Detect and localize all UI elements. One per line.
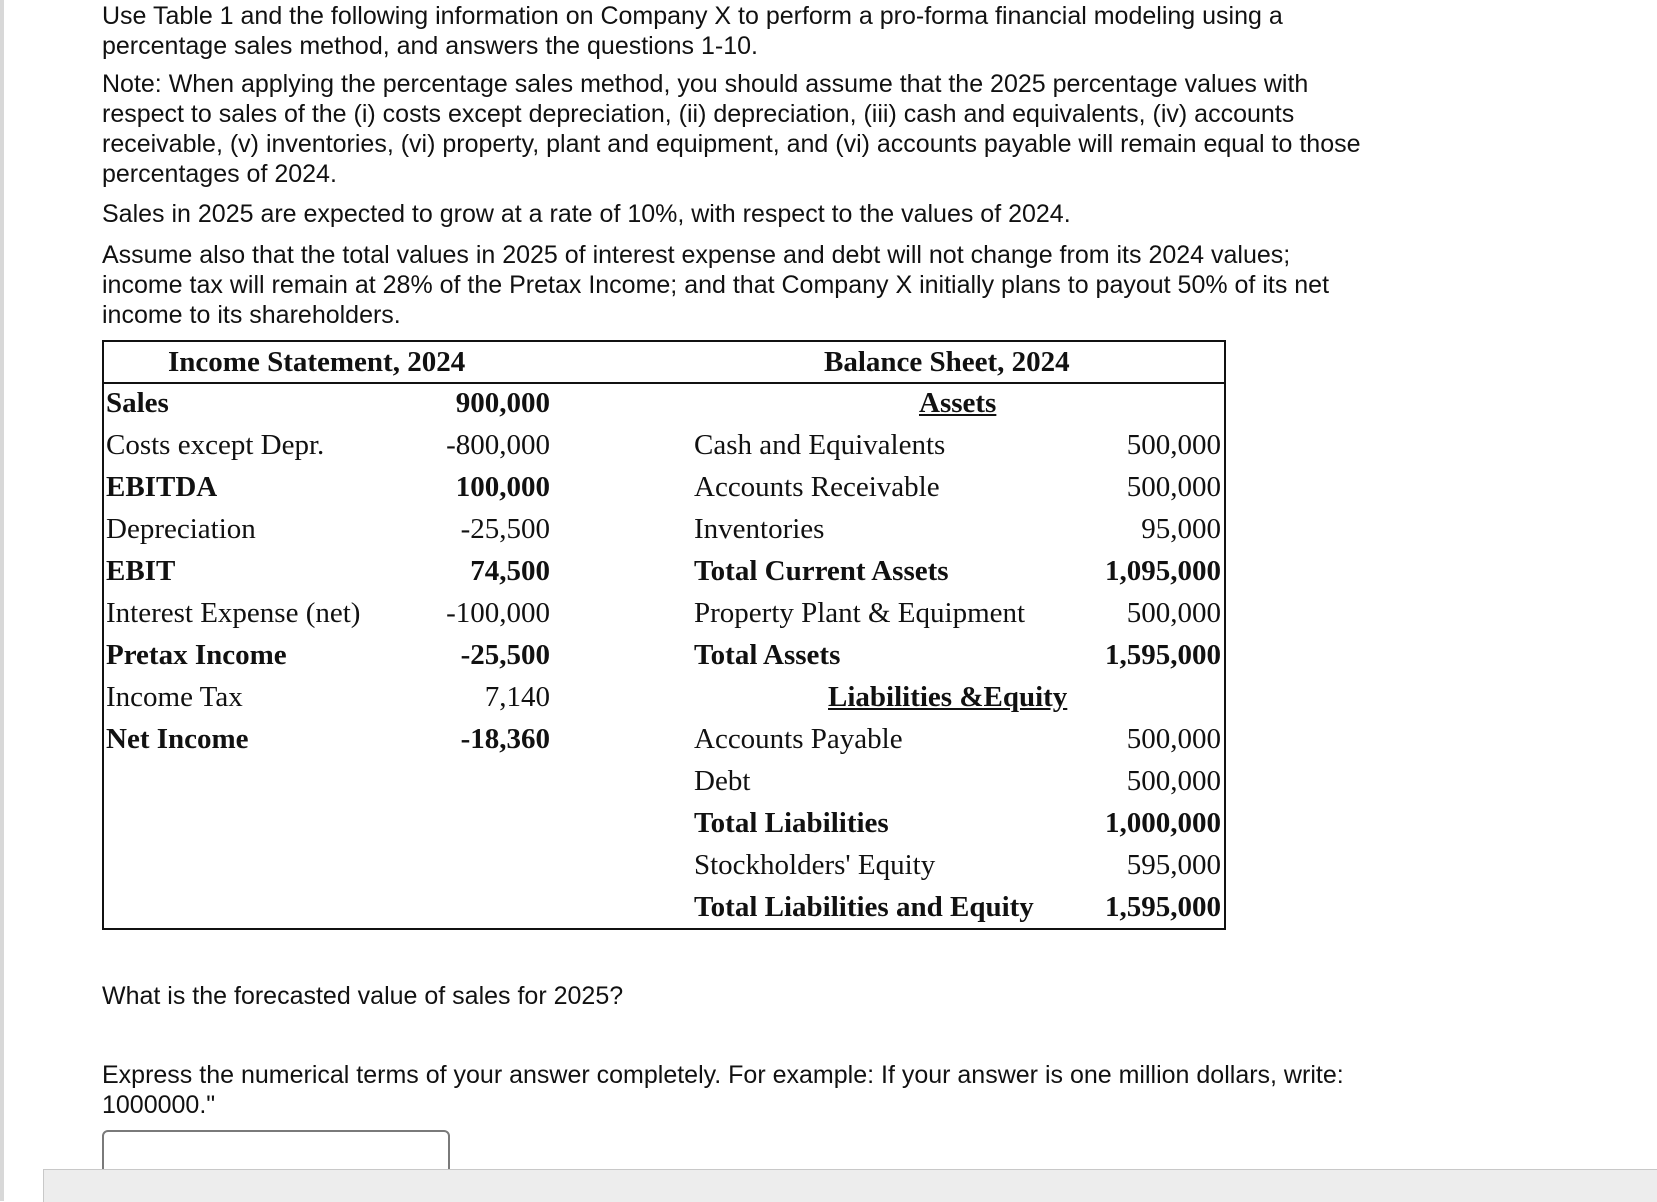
balance-label: Total Current Assets — [694, 555, 949, 587]
assets-header: Assets — [919, 387, 997, 419]
intro-paragraph: Use Table 1 and the following information on Company X to perform a pro-forma financial modeling using a percentage sales method, and answers the questions 1-10. — [102, 2, 1283, 60]
income-value: 7,140 — [484, 681, 550, 713]
liabilities-header: Liabilities &Equity — [828, 681, 1068, 713]
income-label: Income Tax — [106, 681, 243, 713]
balance-value: 500,000 — [1126, 765, 1221, 797]
balance-label: Cash and Equivalents — [694, 429, 946, 461]
balance-value: 1,095,000 — [1105, 555, 1221, 587]
balance-sheet-title: Balance Sheet, 2024 — [824, 346, 1070, 378]
income-label: EBIT — [106, 555, 176, 587]
balance-value: 500,000 — [1126, 471, 1221, 503]
balance-value: 1,595,000 — [1105, 639, 1221, 671]
balance-value: 95,000 — [1141, 513, 1221, 545]
income-label: Pretax Income — [106, 639, 287, 671]
balance-label: Total Liabilities — [694, 807, 889, 839]
income-label: Net Income — [106, 723, 249, 755]
income-statement-title: Income Statement, 2024 — [168, 346, 466, 378]
bottom-bar — [43, 1169, 1657, 1202]
note-paragraph: Note: When applying the percentage sales method, you should assume that the 2025 percentage values with respect to sales of the (i) costs except depreciation, (ii) depreciation, (iii) cash and equivalents, (iv) accounts receivable, (v) inventories, (vi) property, plant and equipment, and (vi) accounts payable will remain equal to those percentages of 2024. — [102, 70, 1361, 188]
financial-table — [102, 340, 1226, 930]
income-label: Sales — [106, 387, 169, 419]
income-value: -100,000 — [446, 597, 550, 629]
balance-value: 1,595,000 — [1105, 891, 1221, 923]
header-rule — [104, 382, 1224, 384]
balance-label: Accounts Payable — [694, 723, 903, 755]
balance-value: 1,000,000 — [1105, 807, 1221, 839]
income-value: -800,000 — [446, 429, 550, 461]
balance-label: Total Assets — [694, 639, 841, 671]
balance-value: 500,000 — [1126, 429, 1221, 461]
income-value: -25,500 — [460, 513, 550, 545]
balance-label: Accounts Receivable — [694, 471, 940, 503]
balance-label: Debt — [694, 765, 751, 797]
balance-label: Stockholders' Equity — [694, 849, 936, 881]
income-label: Costs except Depr. — [106, 429, 325, 461]
answer-instruction: Express the numerical terms of your answer completely. For example: If your answer is one million dollars, write: 1000000." — [102, 1061, 1344, 1119]
income-value: 100,000 — [455, 471, 550, 503]
balance-label: Total Liabilities and Equity — [694, 891, 1034, 923]
balance-label: Property Plant & Equipment — [694, 597, 1026, 629]
income-label: Depreciation — [106, 513, 256, 545]
question-text: What is the forecasted value of sales for 2025? — [102, 982, 624, 1010]
balance-value: 500,000 — [1126, 723, 1221, 755]
left-border — [0, 0, 4, 1201]
balance-value: 500,000 — [1126, 597, 1221, 629]
income-value: 900,000 — [455, 387, 550, 419]
income-value: -25,500 — [460, 639, 550, 671]
balance-value: 595,000 — [1126, 849, 1221, 881]
income-label: EBITDA — [106, 471, 218, 503]
assumptions-paragraph: Assume also that the total values in 2025 of interest expense and debt will not change from its 2024 values; income tax will remain at 28% of the Pretax Income; and that Company X initially plans to payout 50% of its net income to its shareholders. — [102, 241, 1330, 329]
income-value: -18,360 — [460, 723, 550, 755]
sales-growth-paragraph: Sales in 2025 are expected to grow at a rate of 10%, with respect to the values of 2024. — [102, 200, 1071, 228]
balance-label: Inventories — [694, 513, 825, 545]
income-label: Interest Expense (net) — [106, 597, 361, 629]
income-value: 74,500 — [470, 555, 550, 587]
